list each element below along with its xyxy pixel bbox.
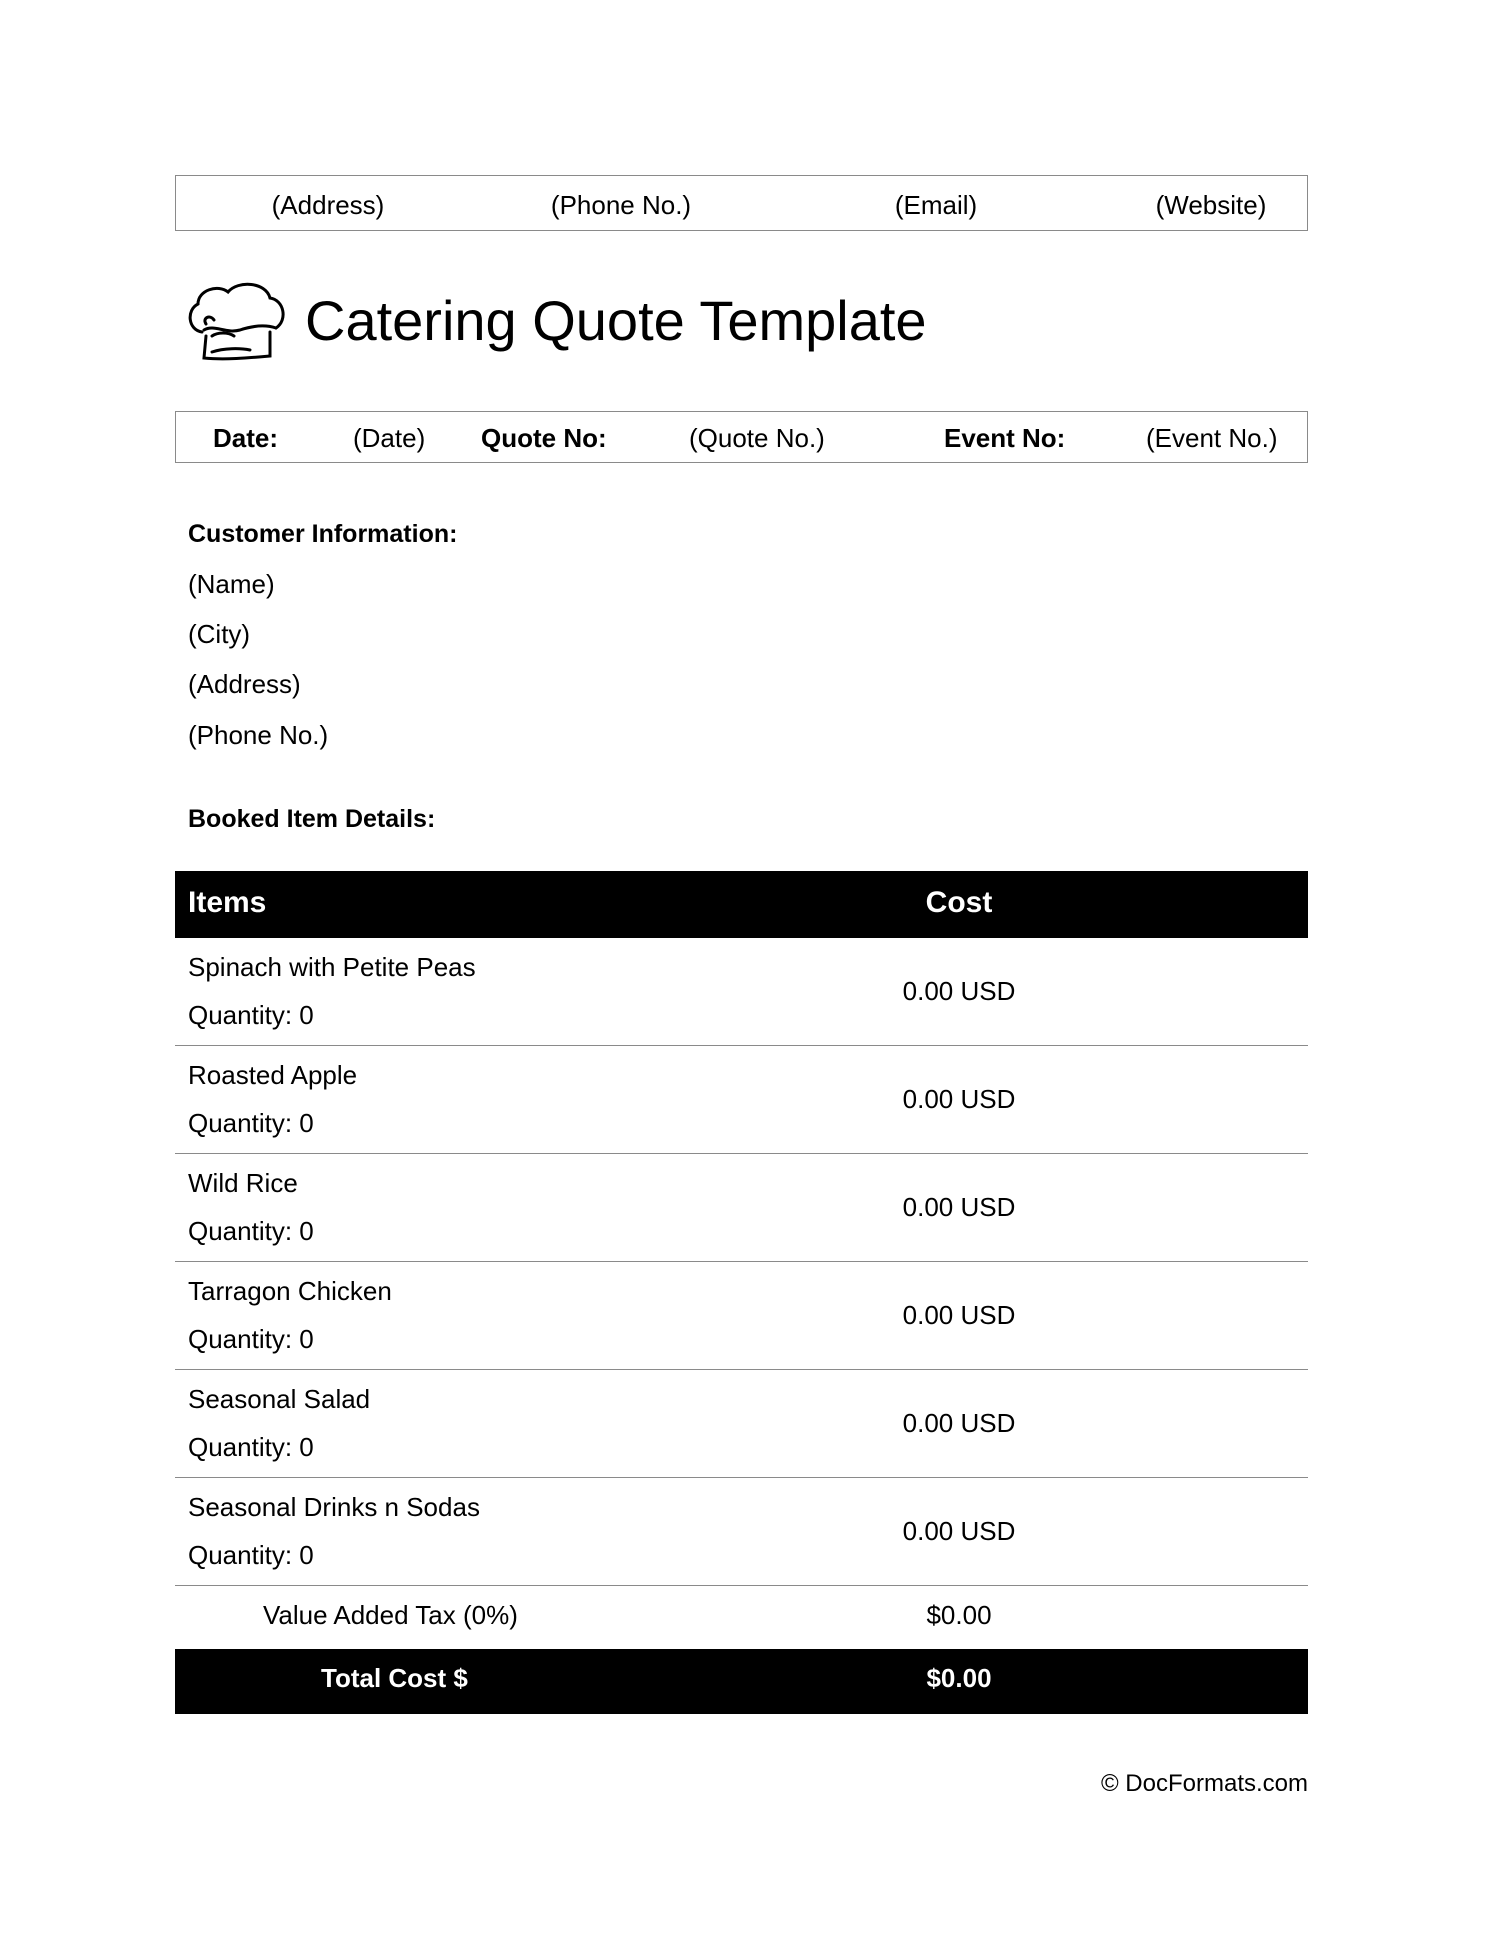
item-quantity: Quantity: 0	[188, 1540, 314, 1570]
total-label: Total Cost $	[321, 1663, 468, 1693]
item-cost: 0.00 USD	[902, 1084, 1016, 1114]
item-quantity: Quantity: 0	[188, 1216, 314, 1246]
item-cost: 0.00 USD	[902, 1192, 1016, 1222]
table-row	[175, 1154, 1308, 1262]
quote-label: Quote No:	[481, 423, 607, 453]
contact-bar	[175, 175, 1308, 231]
table-row	[175, 1370, 1308, 1478]
customer-phone: (Phone No.)	[188, 720, 329, 750]
item-name: Seasonal Drinks n Sodas	[188, 1492, 480, 1522]
table-header	[175, 871, 1308, 938]
item-cost: 0.00 USD	[902, 1408, 1016, 1438]
item-name: Wild Rice	[188, 1168, 298, 1198]
contact-phone: (Phone No.)	[550, 190, 692, 220]
customer-name: (Name)	[188, 569, 275, 599]
chef-hat-icon	[184, 280, 290, 362]
item-quantity: Quantity: 0	[188, 1324, 314, 1354]
items-table	[175, 871, 1308, 1714]
vat-row	[175, 1586, 1308, 1649]
quote-value: (Quote No.)	[689, 423, 825, 453]
contact-email: (Email)	[894, 190, 978, 220]
item-name: Seasonal Salad	[188, 1384, 371, 1414]
customer-city: (City)	[188, 619, 251, 649]
item-cost: 0.00 USD	[902, 1516, 1016, 1546]
table-row	[175, 1478, 1308, 1586]
total-row	[175, 1649, 1308, 1714]
contact-website: (Website)	[1155, 190, 1267, 220]
table-row	[175, 1046, 1308, 1154]
date-value: (Date)	[353, 423, 426, 453]
item-quantity: Quantity: 0	[188, 1108, 314, 1138]
item-cost: 0.00 USD	[902, 976, 1016, 1006]
customer-address: (Address)	[188, 669, 301, 699]
contact-address: (Address)	[271, 190, 385, 220]
table-row	[175, 938, 1308, 1046]
item-name: Tarragon Chicken	[188, 1276, 392, 1306]
date-label: Date:	[213, 423, 279, 453]
item-name: Spinach with Petite Peas	[188, 952, 476, 982]
header-cost: Cost	[925, 886, 993, 919]
item-cost: 0.00 USD	[902, 1300, 1016, 1330]
item-quantity: Quantity: 0	[188, 1432, 314, 1462]
vat-value: $0.00	[926, 1600, 992, 1630]
total-value: $0.00	[926, 1663, 992, 1693]
customer-heading: Customer Information:	[188, 520, 458, 548]
table-row	[175, 1262, 1308, 1370]
header-items: Items	[188, 886, 267, 919]
item-name: Roasted Apple	[188, 1060, 358, 1090]
page-title: Catering Quote Template	[305, 289, 927, 352]
event-value: (Event No.)	[1146, 423, 1278, 453]
quote-meta-bar	[175, 411, 1308, 463]
vat-label: Value Added Tax (0%)	[263, 1600, 518, 1630]
booked-heading: Booked Item Details:	[188, 805, 436, 833]
event-label: Event No:	[944, 423, 1066, 453]
copyright-footer: © DocFormats.com	[1100, 1770, 1308, 1797]
item-quantity: Quantity: 0	[188, 1000, 314, 1030]
